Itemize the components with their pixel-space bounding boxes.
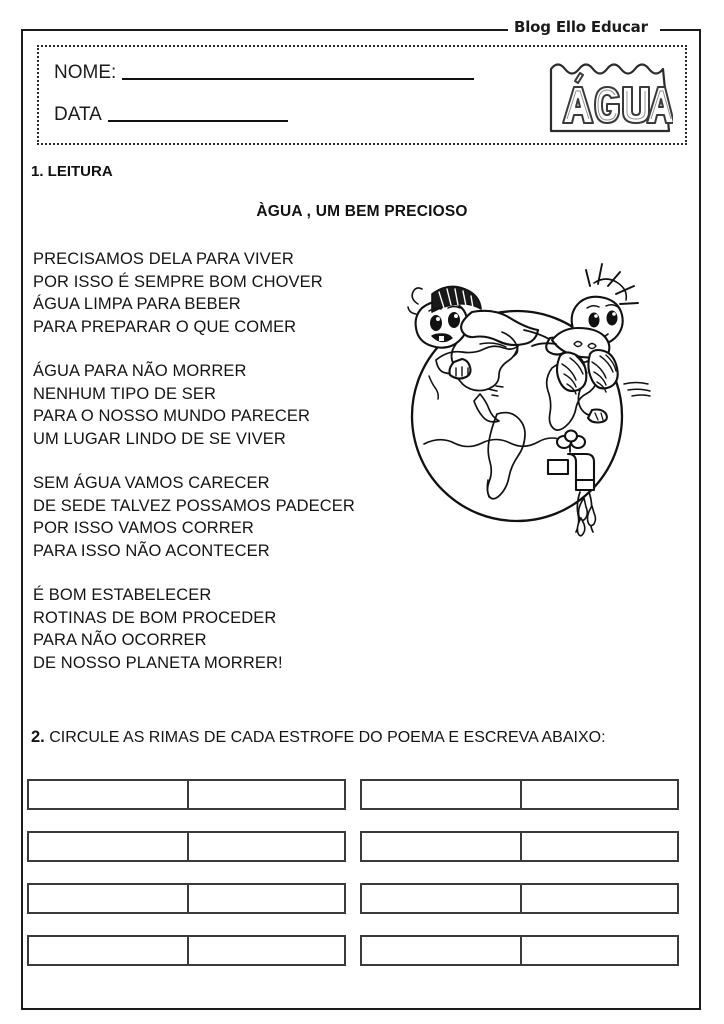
nome-label: NOME:	[54, 62, 117, 83]
poem-line: POR ISSO VAMOS CORRER	[33, 519, 254, 537]
answer-cell[interactable]	[520, 781, 678, 808]
answer-group	[27, 883, 346, 914]
answer-row	[27, 935, 679, 966]
poem-line: PARA ISSO NÃO ACONTECER	[33, 541, 270, 560]
section-heading-leitura: 1. LEITURA	[31, 163, 113, 180]
answer-cell[interactable]	[362, 781, 520, 808]
answer-group	[27, 831, 346, 862]
poem-line: PARA O NOSSO MUNDO PARECER	[33, 407, 311, 425]
water-wave-logo-icon	[547, 57, 673, 135]
answer-cell[interactable]	[520, 885, 678, 912]
answer-group	[360, 831, 679, 862]
poem-line: UM LUGAR LINDO DE SE VIVER	[33, 429, 286, 448]
answer-cell[interactable]	[29, 833, 187, 860]
answer-cell[interactable]	[29, 885, 187, 912]
answer-cell[interactable]	[187, 937, 345, 964]
poem-line: ÁGUA LIMPA PARA BEBER	[33, 295, 241, 313]
data-write-line[interactable]	[108, 120, 288, 122]
answer-cell[interactable]	[520, 833, 678, 860]
poem-line: NENHUM TIPO DE SER	[33, 384, 217, 403]
poem-stanza	[33, 360, 413, 450]
answer-row	[27, 831, 679, 862]
answer-cell[interactable]	[187, 781, 345, 808]
answer-cell[interactable]	[362, 833, 520, 860]
data-field-row	[54, 105, 288, 124]
poem-line: DE SEDE TALVEZ POSSAMOS PADECER	[33, 496, 355, 515]
poem-stanza	[33, 584, 413, 674]
poem-body	[33, 248, 413, 674]
answer-grid	[27, 779, 679, 966]
poem-stanza	[33, 248, 413, 338]
poem-line: DE NOSSO PLANETA MORRER!	[33, 653, 283, 672]
answer-cell[interactable]	[187, 833, 345, 860]
nome-write-line[interactable]	[122, 78, 474, 80]
answer-cell[interactable]	[362, 937, 520, 964]
poem-line: ÁGUA PARA NÃO MORRER	[33, 362, 247, 380]
answer-group	[360, 935, 679, 966]
poem-title: ÀGUA , UM BEM PRECIOSO	[256, 203, 468, 220]
data-label: DATA	[54, 104, 102, 125]
nome-field-row	[54, 63, 474, 82]
question-2-number: 2.	[31, 728, 45, 746]
poem-line: É BOM ESTABELECER	[33, 586, 212, 604]
poem-line: PRECISAMOS DELA PARA VIVER	[33, 250, 294, 268]
poem-line: PARA NÃO OCORRER	[33, 631, 207, 649]
student-info-box	[37, 45, 687, 145]
poem-line: ROTINAS DE BOM PROCEDER	[33, 608, 277, 627]
answer-cell[interactable]	[187, 885, 345, 912]
answer-cell[interactable]	[29, 937, 187, 964]
poem-line: PARA PREPARAR O QUE COMER	[33, 317, 297, 336]
answer-group	[27, 935, 346, 966]
answer-cell[interactable]	[362, 885, 520, 912]
answer-row	[27, 779, 679, 810]
answer-cell[interactable]	[29, 781, 187, 808]
answer-row	[27, 883, 679, 914]
poem-line: SEM ÁGUA VAMOS CARECER	[33, 474, 270, 492]
brand-title: Blog Ello Educar	[514, 18, 648, 36]
illustration-children-globe	[384, 248, 664, 538]
poem-stanza	[33, 472, 413, 562]
question-2-text: CIRCULE AS RIMAS DE CADA ESTROFE DO POEMA E ESCREVA ABAIXO:	[49, 729, 606, 746]
poem-line: POR ISSO É SEMPRE BOM CHOVER	[33, 272, 323, 291]
answer-group	[360, 883, 679, 914]
answer-cell[interactable]	[520, 937, 678, 964]
question-2	[31, 726, 676, 749]
answer-group	[360, 779, 679, 810]
answer-group	[27, 779, 346, 810]
